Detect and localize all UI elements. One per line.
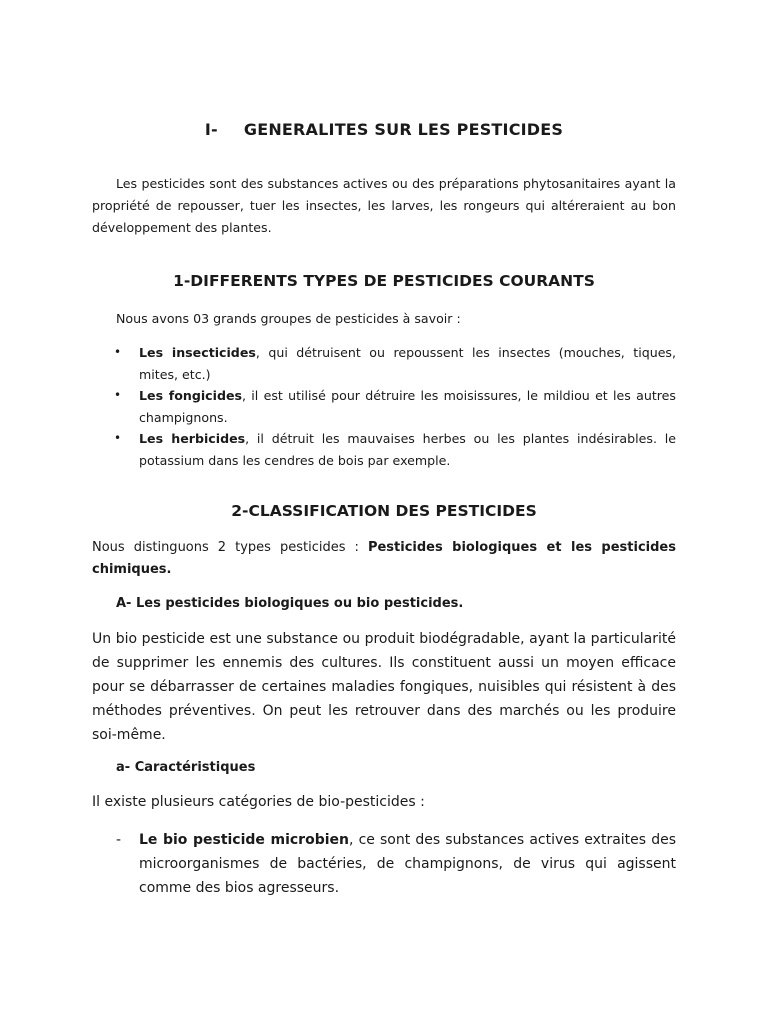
list-item-text: , qui détruisent ou repoussent les insectes (mouches, tiques, mites, etc.): [139, 345, 677, 382]
bullet-icon: •: [114, 345, 122, 359]
dash-item-content: [116, 828, 676, 900]
bullet-icon: •: [114, 431, 122, 445]
bio-pesticide-paragraph: Un bio pesticide est une substance ou produit biodégradable, ayant la particularité de supprimer les ennemis des cultures. Ils constituent aussi un moyen efficace pour se débarrasser de certaines maladies fongiques, nuisibles qui résistent à des méthodes préventives. On peut les retrouver dans des marchés ou les produire soi-même.: [92, 631, 676, 743]
section2-heading: 2-CLASSIFICATION DES PESTICIDES: [231, 502, 537, 520]
list-item-term: Les herbicides: [139, 431, 246, 446]
list-item: [112, 342, 676, 385]
list-item-term: Les insecticides: [139, 345, 256, 360]
list-item-term: Les fongicides: [139, 388, 242, 403]
main-title-number: I-: [204, 120, 218, 139]
bullet-icon: •: [114, 388, 122, 402]
dash-item-term: Le bio pesticide microbien: [139, 832, 349, 848]
section2-intro-plain: Nous distinguons 2 types pesticides :: [92, 540, 368, 555]
intro-paragraph: Les pesticides sont des substances actives ou des préparations phytosanitaires ayant la propriété de repousser, tuer les insectes, les larves, les rongeurs qui altéreraient au bon développement des plantes.: [92, 176, 676, 235]
list-item-text: , il détruit les mauvaises herbes ou les plantes indésirables. le potassium dans les cendres de bois par exemple.: [139, 431, 676, 468]
list-item: [112, 385, 676, 428]
categories-intro: Il existe plusieurs catégories de bio-pesticides :: [92, 794, 425, 810]
list-item-text: , il est utilisé pour détruire les moisissures, le mildiou et les autres champignons.: [139, 388, 676, 425]
pesticide-types-list: [112, 342, 676, 471]
dash-item-text: , ce sont des substances actives extraites des microorganismes de bactéries, de champignons, de virus qui agissent comme des bios agresseurs.: [139, 832, 677, 896]
main-title-text: GENERALITES SUR LES PESTICIDES: [243, 120, 564, 139]
section1-intro: Nous avons 03 grands groupes de pesticides à savoir :: [116, 311, 461, 326]
subsection-a-heading: A- Les pesticides biologiques ou bio pesticides.: [116, 596, 464, 611]
characteristics-heading: a- Caractéristiques: [116, 760, 256, 775]
dash-list-item: [116, 828, 676, 900]
section2-intro-bold: Pesticides biologiques et les pesticides chimiques.: [92, 540, 676, 577]
main-title: [0, 120, 768, 139]
section2-intro: [92, 537, 676, 581]
dash-mark: -: [116, 832, 122, 848]
list-item: [112, 428, 676, 471]
section1-heading: 1-DIFFERENTS TYPES DE PESTICIDES COURANTS: [173, 272, 595, 290]
